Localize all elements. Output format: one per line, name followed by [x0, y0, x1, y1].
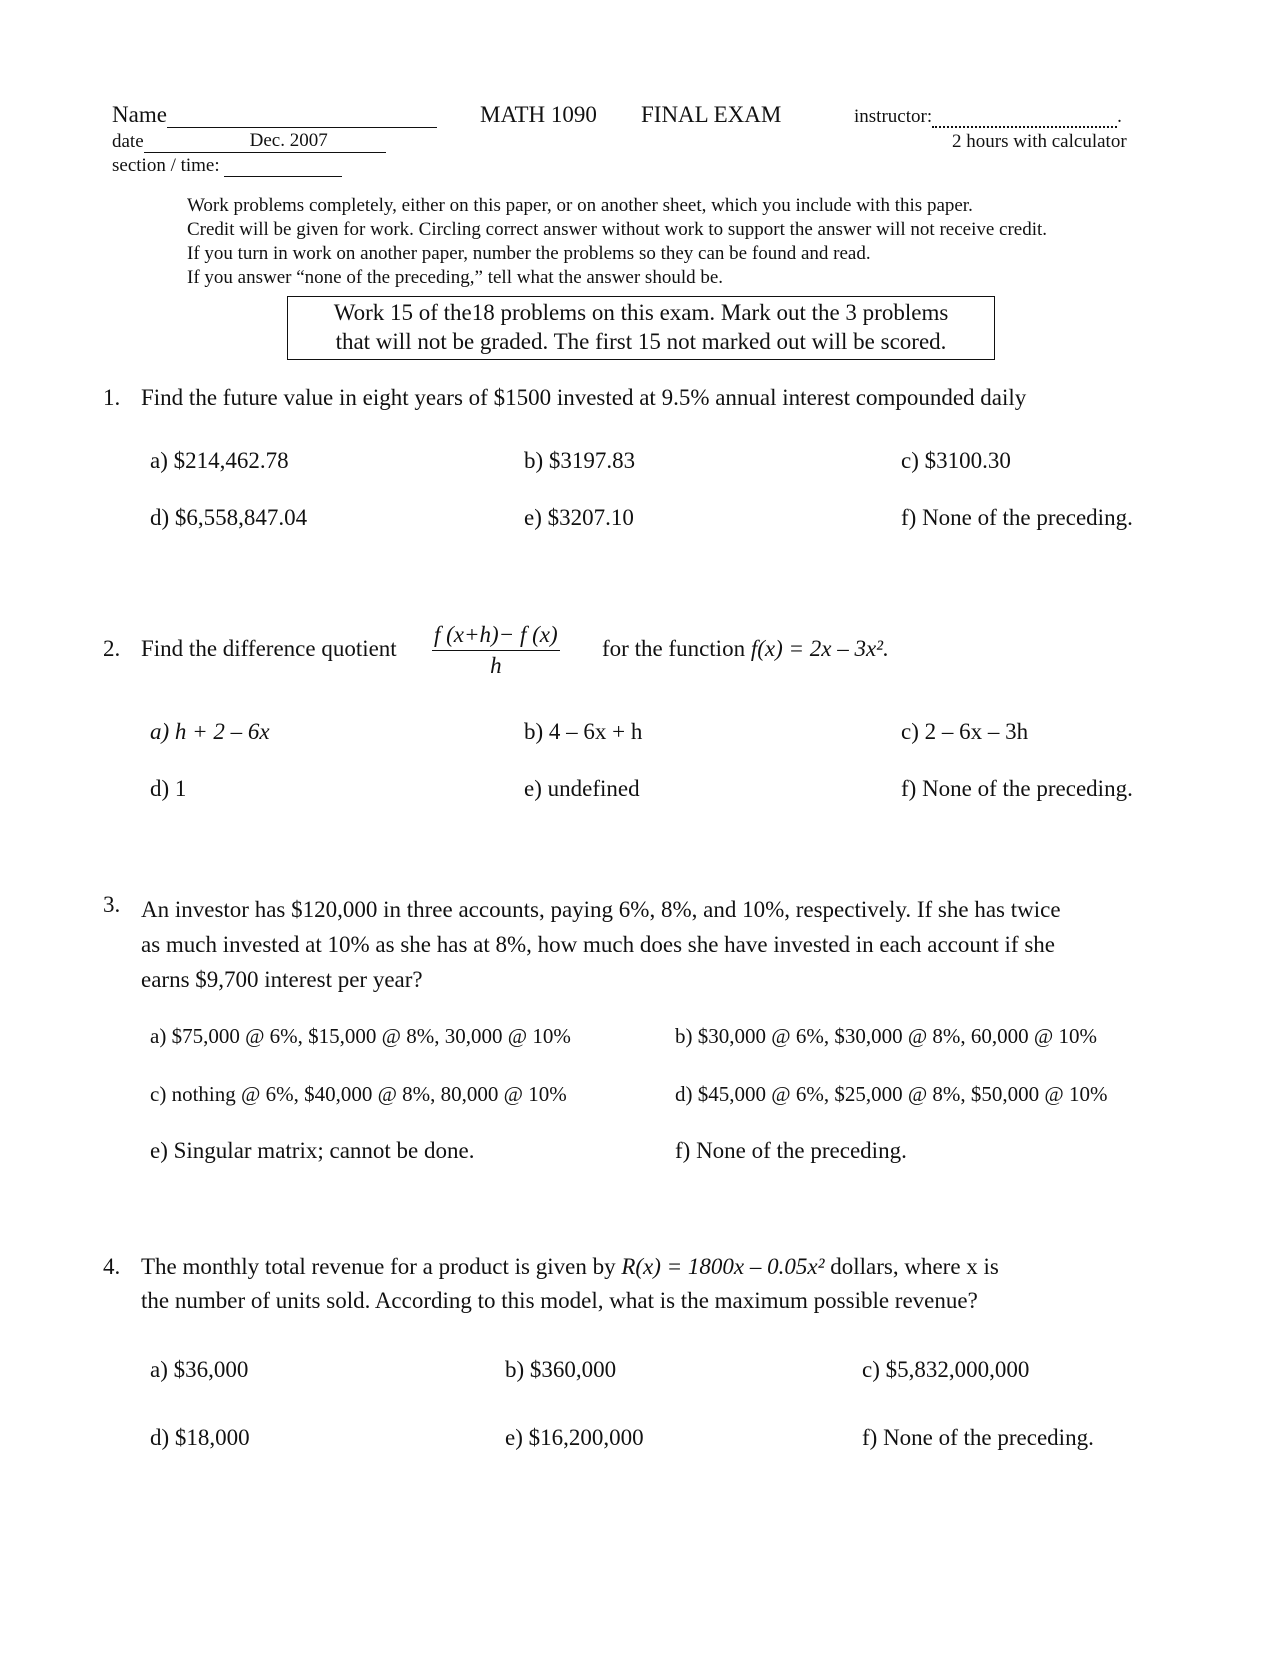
course-title: MATH 1090: [480, 102, 597, 127]
q4-option-d[interactable]: d) $18,000: [150, 1425, 250, 1450]
q3-option-b[interactable]: b) $30,000 @ 6%, $30,000 @ 8%, 60,000 @ 10%: [675, 1024, 1097, 1048]
q1-option-f[interactable]: f) None of the preceding.: [901, 505, 1133, 530]
date-value: Dec. 2007: [249, 130, 328, 151]
q3-option-e[interactable]: e) Singular matrix; cannot be done.: [150, 1138, 475, 1163]
instructor-line[interactable]: [932, 108, 1117, 128]
q4-option-e[interactable]: e) $16,200,000: [505, 1425, 644, 1450]
revenue-formula: R(x) = 1800x – 0.05x²: [621, 1254, 825, 1279]
q3-option-c[interactable]: c) nothing @ 6%, $40,000 @ 8%, 80,000 @ 10%: [150, 1082, 567, 1106]
q1-option-e[interactable]: e) $3207.10: [524, 505, 634, 530]
difference-quotient-fraction: [432, 622, 560, 679]
q3-line: An investor has $120,000 in three accounts, paying 6%, 8%, and 10%, respectively. If she has twice: [141, 897, 1061, 922]
instruction-line: Credit will be given for work. Circling correct answer without work to support the answer will not receive credit.: [187, 219, 1048, 240]
instructions: [187, 194, 1047, 290]
q2-option-f[interactable]: f) None of the preceding.: [901, 776, 1133, 801]
section-line[interactable]: [224, 156, 342, 177]
q3-number: 3.: [103, 892, 121, 917]
duration: 2 hours with calculator: [952, 131, 1127, 152]
q3-option-a[interactable]: a) $75,000 @ 6%, $15,000 @ 8%, 30,000 @ 10%: [150, 1024, 571, 1048]
q2-function: f(x) = 2x – 3x².: [750, 636, 889, 661]
q1-option-d[interactable]: d) $6,558,847.04: [150, 505, 308, 530]
q2-number: 2.: [103, 636, 121, 661]
q4-option-f[interactable]: f) None of the preceding.: [862, 1425, 1094, 1450]
q1-option-b[interactable]: b) $3197.83: [524, 448, 636, 473]
date-line[interactable]: [144, 132, 386, 153]
q4-option-a[interactable]: a) $36,000: [150, 1357, 249, 1382]
notice-line: that will not be graded. The first 15 not marked out will be scored.: [335, 329, 947, 354]
q2-option-b[interactable]: b) 4 – 6x + h: [524, 719, 643, 744]
q4-line1: The monthly total revenue for a product is given by R(x) = 1800x – 0.05x² dollars, where x is: [141, 1254, 999, 1279]
q1-option-a[interactable]: a) $214,462.78: [150, 448, 289, 473]
q2-option-a[interactable]: a) h + 2 – 6x: [150, 719, 270, 744]
q4-option-b[interactable]: b) $360,000: [505, 1357, 617, 1382]
name-label: Name: [112, 102, 437, 128]
notice-box: [287, 296, 995, 360]
q3-option-d[interactable]: d) $45,000 @ 6%, $25,000 @ 8%, $50,000 @ 10%: [675, 1082, 1108, 1106]
q4-number: 4.: [103, 1254, 121, 1279]
section-label: section / time:: [112, 155, 342, 177]
q2-text-before: Find the difference quotient: [141, 636, 397, 661]
q3-option-f[interactable]: f) None of the preceding.: [675, 1138, 907, 1163]
q1-option-c[interactable]: c) $3100.30: [901, 448, 1011, 473]
notice-line: Work 15 of the18 problems on this exam. Mark out the 3 problems: [333, 300, 949, 325]
instruction-line: If you turn in work on another paper, number the problems so they can be found and read.: [187, 243, 871, 264]
q2-option-c[interactable]: c) 2 – 6x – 3h: [901, 719, 1029, 744]
q4-line2: the number of units sold. According to this model, what is the maximum possible revenue?: [141, 1288, 978, 1313]
q2-option-d[interactable]: d) 1: [150, 776, 187, 801]
name-line[interactable]: [167, 103, 437, 128]
exam-title: FINAL EXAM: [641, 102, 782, 127]
instruction-line: If you answer “none of the preceding,” tell what the answer should be.: [187, 267, 724, 288]
instructor-label: instructor: .: [854, 106, 1122, 127]
instruction-line: Work problems completely, either on this paper, or on another sheet, which you include with this paper.: [187, 195, 973, 216]
q4-option-c[interactable]: c) $5,832,000,000: [862, 1357, 1030, 1382]
fraction-numerator: f (x+h)− f (x): [432, 622, 560, 651]
q1-text: Find the future value in eight years of $1500 invested at 9.5% annual interest compounded daily: [141, 385, 1027, 410]
fraction-denominator: h: [490, 653, 502, 678]
q3-line: earns $9,700 interest per year?: [141, 967, 423, 992]
q1-number: 1.: [103, 385, 121, 410]
q2-text-after: for the function f(x) = 2x – 3x².: [602, 636, 889, 661]
date-label: date Dec. 2007: [112, 131, 386, 153]
q3-text: [141, 892, 1061, 997]
q2-option-e[interactable]: e) undefined: [524, 776, 640, 801]
q3-line: as much invested at 10% as she has at 8%, how much does she have invested in each account if she: [141, 932, 1055, 957]
